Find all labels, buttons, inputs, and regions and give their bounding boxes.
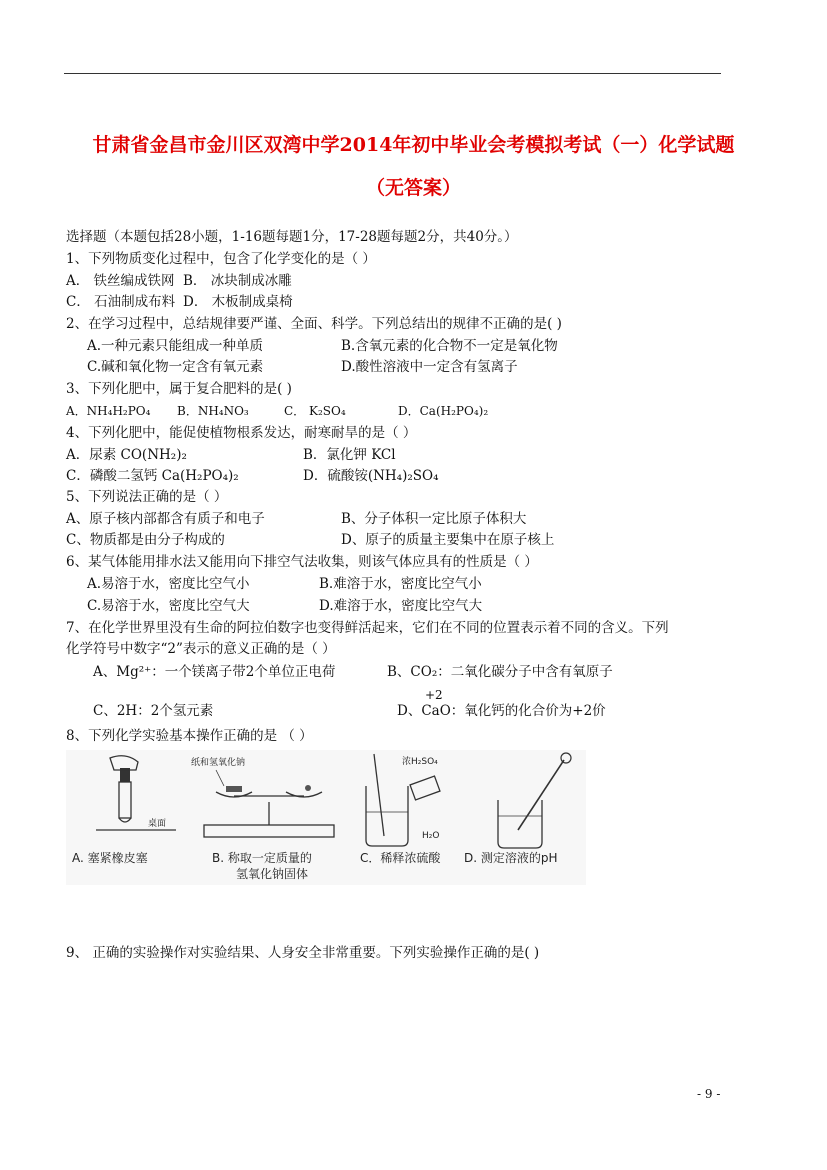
- question-6-option-b: B.难溶于水，密度比空气小: [319, 576, 482, 592]
- page-number: - 9 -: [697, 1087, 721, 1101]
- question-9-stem: 9、 正确的实验操作对实验结果、人身安全非常重要。下列实验操作正确的是( ): [66, 945, 540, 961]
- question-7-valence-mark: +2: [425, 688, 443, 702]
- question-5-option-d: D、原子的质量主要集中在原子核上: [341, 532, 555, 548]
- figure-caption-b: B. 称取一定质量的: [212, 851, 312, 865]
- question-7-option-c: C、2H：2个氢元素: [93, 703, 214, 719]
- figure-c-water-label: H₂O: [422, 831, 440, 841]
- exam-title: 甘肃省金昌市金川区双湾中学2014年初中毕业会考模拟考试（一）化学试题: [92, 134, 735, 156]
- question-5-option-b: B、分子体积一定比原子体积大: [341, 511, 527, 527]
- question-5-stem: 5、下列说法正确的是（ ）: [66, 489, 228, 505]
- question-1-option-a: A． 铁丝编成铁网: [66, 273, 175, 289]
- question-6-stem: 6、某气体能用排水法又能用向下排空气法收集，则该气体应具有的性质是（ ）: [66, 554, 538, 570]
- question-2-option-b: B.含氧元素的化合物不一定是氧化物: [341, 338, 558, 354]
- question-7-stem-continued: 化学符号中数字“2”表示的意义正确的是（ ）: [66, 641, 336, 657]
- question-2-option-d: D.酸性溶液中一定含有氢离子: [341, 359, 518, 375]
- question-5-option-a: A、原子核内部都含有质子和电子: [66, 511, 265, 527]
- question-4-option-b: B．氯化钾 KCl: [303, 447, 396, 463]
- figure-caption-b-line2: 氢氧化钠固体: [236, 867, 309, 881]
- figure-b-top-label: 纸和氢氧化钠: [191, 758, 246, 768]
- question-2-option-a: A.一种元素只能组成一种单质: [87, 338, 264, 354]
- section-intro: 选择题（本题包括28小题，1-16题每题1分，17-28题每题2分，共40分。）: [66, 229, 518, 245]
- question-1-option-b: B． 冰块制成冰雕: [183, 273, 292, 289]
- header-rule: [64, 73, 721, 74]
- question-6-option-d: D.难溶于水，密度比空气大: [319, 598, 483, 614]
- question-6-option-a: A.易溶于水，密度比空气小: [87, 576, 250, 592]
- lab-operations-figure: [66, 750, 586, 885]
- question-3-option-a: A．NH₄H₂PO₄: [66, 404, 151, 418]
- exam-title-subtitle: （无答案）: [365, 177, 461, 199]
- question-1-stem: 1、下列物质变化过程中，包含了化学变化的是（ ）: [66, 251, 376, 267]
- question-4-option-d: D．硫酸铵(NH₄)₂SO₄: [303, 468, 439, 484]
- question-2-option-c: C.碱和氧化物一定含有氧元素: [87, 359, 264, 375]
- question-7-option-a: A、Mg²⁺：一个镁离子带2个单位正电荷: [93, 664, 336, 680]
- question-5-option-c: C、物质都是由分子构成的: [66, 532, 225, 548]
- question-1-option-d: D． 木板制成桌椅: [183, 294, 293, 310]
- question-7-option-d: D、CaO：氧化钙的化合价为+2价: [397, 703, 606, 719]
- question-3-stem: 3、下列化肥中，属于复合肥料的是( ): [66, 381, 292, 397]
- figure-caption-c: C．稀释浓硫酸: [360, 851, 441, 865]
- question-6-option-c: C.易溶于水，密度比空气大: [87, 598, 250, 614]
- question-3-option-c: C． K₂SO₄: [284, 404, 346, 418]
- question-3-option-d: D．Ca(H₂PO₄)₂: [398, 404, 489, 418]
- figure-caption-d: D. 测定溶液的pH: [464, 851, 558, 865]
- question-4-option-a: A．尿素 CO(NH₂)₂: [66, 447, 187, 463]
- question-7-option-b: B、CO₂：二氧化碳分子中含有氧原子: [387, 664, 613, 680]
- question-8-stem: 8、下列化学实验基本操作正确的是 （ ）: [66, 728, 313, 744]
- question-1-option-c: C． 石油制成布料: [66, 294, 176, 310]
- question-7-stem: 7、在化学世界里没有生命的阿拉伯数字也变得鲜活起来，它们在不同的位置表示着不同的含义。下列: [66, 620, 669, 636]
- question-2-stem: 2、在学习过程中，总结规律要严谨、全面、科学。下列总结出的规律不正确的是( ): [66, 316, 562, 332]
- figure-a-desk-label: 桌面: [148, 819, 167, 829]
- question-4-stem: 4、下列化肥中，能促使植物根系发达，耐寒耐旱的是（ ）: [66, 425, 417, 441]
- figure-caption-a: A. 塞紧橡皮塞: [72, 851, 148, 865]
- question-3-option-b: B．NH₄NO₃: [177, 404, 249, 418]
- question-4-option-c: C．磷酸二氢钙 Ca(H₂PO₄)₂: [66, 468, 239, 484]
- figure-c-acid-label: 浓H₂SO₄: [402, 757, 438, 767]
